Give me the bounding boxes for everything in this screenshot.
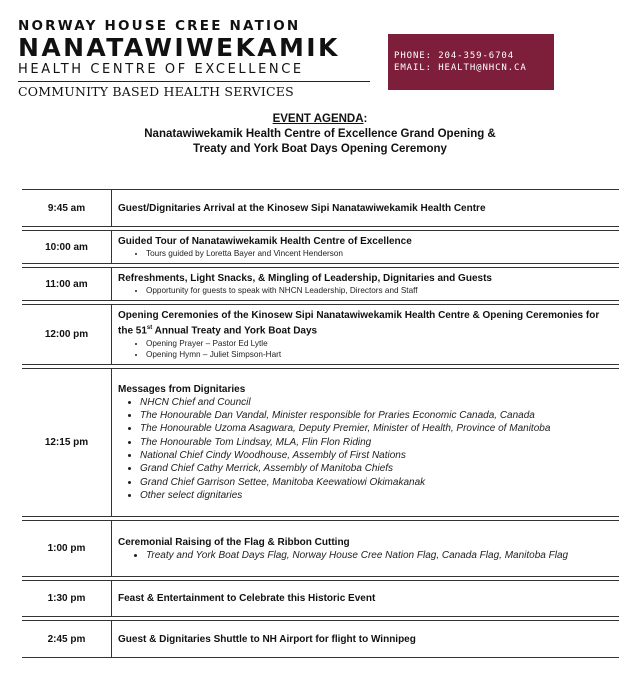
agenda-time: 1:00 pm	[22, 521, 112, 577]
dignitary-item: • National Chief Cindy Woodhouse, Assembly of First Nations	[140, 449, 615, 462]
agenda-row	[22, 369, 619, 517]
agenda-row	[22, 581, 619, 617]
org-name: NORWAY HOUSE CREE NATION	[18, 18, 301, 34]
agenda-row	[22, 305, 619, 365]
dignitary-item: • The Honourable Tom Lindsay, MLA, Flin Flon Riding	[140, 436, 615, 449]
agenda-time: 12:15 pm	[22, 369, 112, 517]
agenda-table	[22, 189, 619, 658]
agenda-time: 10:00 am	[22, 231, 112, 264]
event-title-line-1: Nanatawiwekamik Health Centre of Excellence Grand Opening &	[144, 128, 496, 140]
agenda-item: • Opening Hymn – Juliet Simpson-Hart	[146, 349, 615, 360]
agenda-item: • Opportunity for guests to speak with NHCN Leadership, Directors and Staff	[146, 285, 615, 296]
dignitary-item: • Grand Chief Cathy Merrick, Assembly of Manitoba Chiefs	[140, 462, 615, 475]
contact-email: EMAIL: HEALTH@NHCN.CA	[394, 63, 527, 73]
agenda-item: • Treaty and York Boat Days Flag, Norway House Cree Nation Flag, Canada Flag, Manitoba Flag	[146, 549, 615, 562]
contact-box	[388, 34, 554, 90]
agenda-row	[22, 521, 619, 577]
dignitary-item: • Grand Chief Garrison Settee, Manitoba Keewatiowi Okimakanak	[140, 476, 615, 489]
agenda-title: Messages from Dignitaries	[118, 383, 246, 395]
agenda-title: Guest/Dignitaries Arrival at the Kinosew Sipi Nanatawiwekamik Health Centre	[118, 202, 486, 214]
centre-subtitle: HEALTH CENTRE OF EXCELLENCE	[18, 62, 304, 77]
event-agenda-label: EVENT AGENDA	[272, 113, 364, 125]
agenda-heading	[0, 112, 640, 157]
dignitary-item: • Other select dignitaries	[140, 489, 615, 502]
agenda-title: Refreshments, Light Snacks, & Mingling of Leadership, Dignitaries and Guests	[118, 273, 492, 284]
letterhead	[18, 18, 378, 99]
agenda-row	[22, 190, 619, 227]
contact-phone: PHONE: 204-359-6704	[394, 51, 515, 61]
agenda-time: 9:45 am	[22, 190, 112, 227]
agenda-row	[22, 231, 619, 264]
centre-name: NANATAWIWEKAMIK	[18, 33, 340, 62]
agenda-item: • Tours guided by Loretta Bayer and Vincent Henderson	[146, 248, 615, 259]
agenda-row	[22, 268, 619, 301]
agenda-time: 12:00 pm	[22, 305, 112, 365]
event-title-line-2: Treaty and York Boat Days Opening Ceremony	[193, 143, 447, 155]
agenda-time: 1:30 pm	[22, 581, 112, 617]
agenda-title: Guided Tour of Nanatawiwekamik Health Centre of Excellence	[118, 236, 412, 247]
agenda-time: 2:45 pm	[22, 621, 112, 658]
agenda-row	[22, 621, 619, 658]
agenda-time: 11:00 am	[22, 268, 112, 301]
letterhead-rule	[18, 81, 370, 82]
agenda-title: Feast & Entertainment to Celebrate this Historic Event	[118, 593, 376, 604]
event-agenda-colon: :	[363, 113, 368, 125]
agenda-item: • Opening Prayer – Pastor Ed Lytle	[146, 338, 615, 349]
tagline: COMMUNITY BASED HEALTH SERVICES	[18, 84, 294, 99]
agenda-title: Ceremonial Raising of the Flag & Ribbon Cutting	[118, 536, 350, 548]
agenda-title: Opening Ceremonies of the Kinosew Sipi Nanatawiwekamik Health Centre & Opening Ceremonies for the 51st Annual Treaty and York Boat Days	[118, 310, 600, 337]
agenda-title: Guest & Dignitaries Shuttle to NH Airport for flight to Winnipeg	[118, 633, 416, 645]
dignitary-item: • The Honourable Uzoma Asagwara, Deputy Premier, Minister of Health, Province of Manitoba	[140, 422, 615, 435]
dignitary-item: • The Honourable Dan Vandal, Minister responsible for Praries Economic Canada, Canada	[140, 409, 615, 422]
dignitary-item: • NHCN Chief and Council	[140, 396, 615, 409]
